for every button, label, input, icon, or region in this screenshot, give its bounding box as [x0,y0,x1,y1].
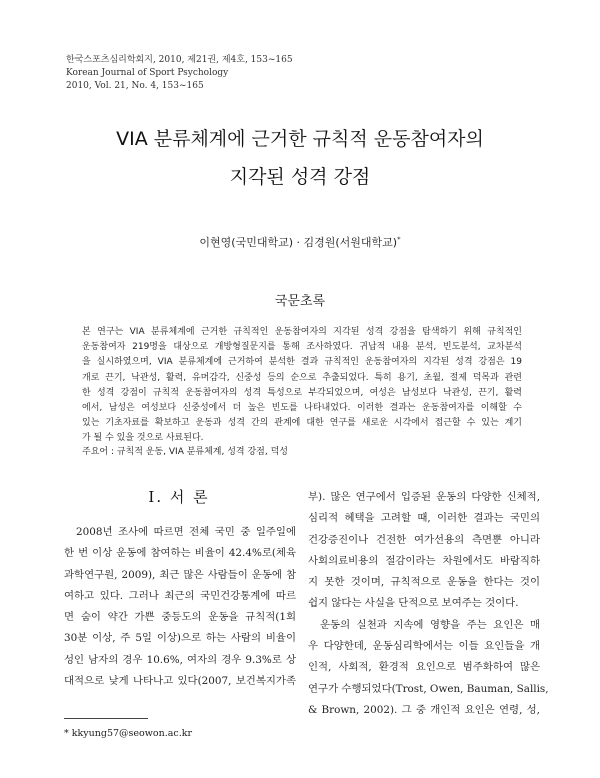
author-names: 이현영(국민대학교) · 김경원(서원대학교) [199,236,398,249]
abstract-line: 가 될 수 있을 것으로 사료된다. [82,433,204,444]
author-line [0,234,600,250]
abstract-line: 본 연구는 VIA 분류체계에 근거한 규칙적인 운동참여자의 지각된 성격 강점을 탐색하기 위해 규칙적인 [82,327,522,337]
abstract-line: 한 성격 강점이 규칙적 운동참여자의 성격 특성으로 부각되었으며, 여성은 남성보다 낙관성, 끈기, 활력 [82,387,522,398]
body-line: 대적으로 낮게 나타나고 있다(2007, 보건복지가족 [64,675,296,688]
paper-title-line-1: VIA 분류체계에 근거한 규칙적 운동참여자의 [116,128,484,150]
body-line: 한 번 이상 운동에 참여하는 비율이 42.4%로(체육 [64,547,296,560]
section-heading-introduction: Ⅰ. 서 론 [148,488,210,506]
footnote-rule [64,718,148,719]
body-column-right [308,487,549,721]
journal-name-english: Korean Journal of Sport Psychology [66,68,229,78]
journal-citation-korean: 한국스포츠심리학회지, 2010, 제21권, 제4호, 153~165 [66,55,293,65]
body-line: 운동의 실천과 지속에 영향을 주는 요인은 매 [320,618,540,631]
abstract-line: 있는 기초자료를 확보하고 운동과 성격 간의 관계에 대한 연구를 새로운 시각에서 접근할 수 있는 계기 [82,418,522,429]
body-line: 우 다양한데, 운동심리학에서는 이들 요인들을 개 [308,640,540,653]
body-line: 인적, 사회적, 환경적 요인으로 범주화하여 많은 [308,661,540,674]
body-line: 면 숨이 약간 가쁜 중등도의 운동을 규칙적(1회 [64,611,296,624]
body-line: 사회의료비용의 절감이라는 차원에서도 바람직하 [308,554,540,567]
body-line: & Brown, 2002). 그 중 개인적 요인은 연령, 성, [308,703,540,716]
abstract-line: 에서, 남성은 여성보다 신중성에서 더 높은 빈도를 나타내었다. 이러한 결과는 운동참여자를 이해할 수 [82,403,522,414]
corresponding-author-mark: * [397,235,401,244]
body-line: 심리적 혜택을 고려할 때, 이러한 결과는 국민의 [308,512,540,525]
journal-citation-english: 2010, Vol. 21, No. 4, 153~165 [66,81,204,91]
abstract-body [82,325,522,447]
abstract-line: 운동참여자 219명을 대상으로 개방형질문지를 통해 조사하였다. 귀납적 내용 분석, 빈도분석, 교차분석 [82,342,522,353]
body-line: 30분 이상, 주 5일 이상)으로 하는 사람의 비율이 [64,632,296,645]
body-line: 과학연구원, 2009), 최근 많은 사람들이 운동에 참 [64,568,296,581]
paper-title-line-2: 지각된 성격 강점 [229,166,371,188]
body-column-left [64,522,296,692]
body-line: 지 못한 것이며, 규칙적으로 운동을 한다는 것이 [308,576,540,589]
keywords: 주요어 : 규칙적 운동, VIA 분류체계, 성격 강점, 덕성 [82,447,288,457]
body-line: 건강증진이나 건전한 여가선용의 측면뿐 아니라 [308,533,540,546]
body-line: 연구가 수행되었다(Trost, Owen, Bauman, Sallis, [308,682,549,695]
abstract-heading: 국문초록 [274,294,326,309]
body-line: 2008년 조사에 따르면 전체 국민 중 일주일에 [76,526,296,538]
body-line: 부). 많은 연구에서 입증된 운동의 다양한 신체적, [308,491,540,503]
footnote-email: * kkyung57@seowon.ac.kr [64,728,193,739]
body-line: 성인 남자의 경우 10.6%, 여자의 경우 9.3%로 상 [64,653,296,666]
abstract-line: 개로 끈기, 낙관성, 활력, 유머감각, 신중성 등의 순으로 추출되었다. 특히 용기, 초월, 절제 덕목과 관련 [82,372,522,383]
abstract-line: 을 실시하였으며, VIA 분류체계에 근거하여 분석한 결과 규칙적인 운동참여자의 지각된 성격 강점은 19 [82,357,522,368]
body-line: 여하고 있다. 그러나 최근의 국민건강통계에 따르 [64,589,296,602]
body-line: 쉽지 않다는 사실을 단적으로 보여주는 것이다. [308,597,519,610]
journal-header [66,54,293,93]
